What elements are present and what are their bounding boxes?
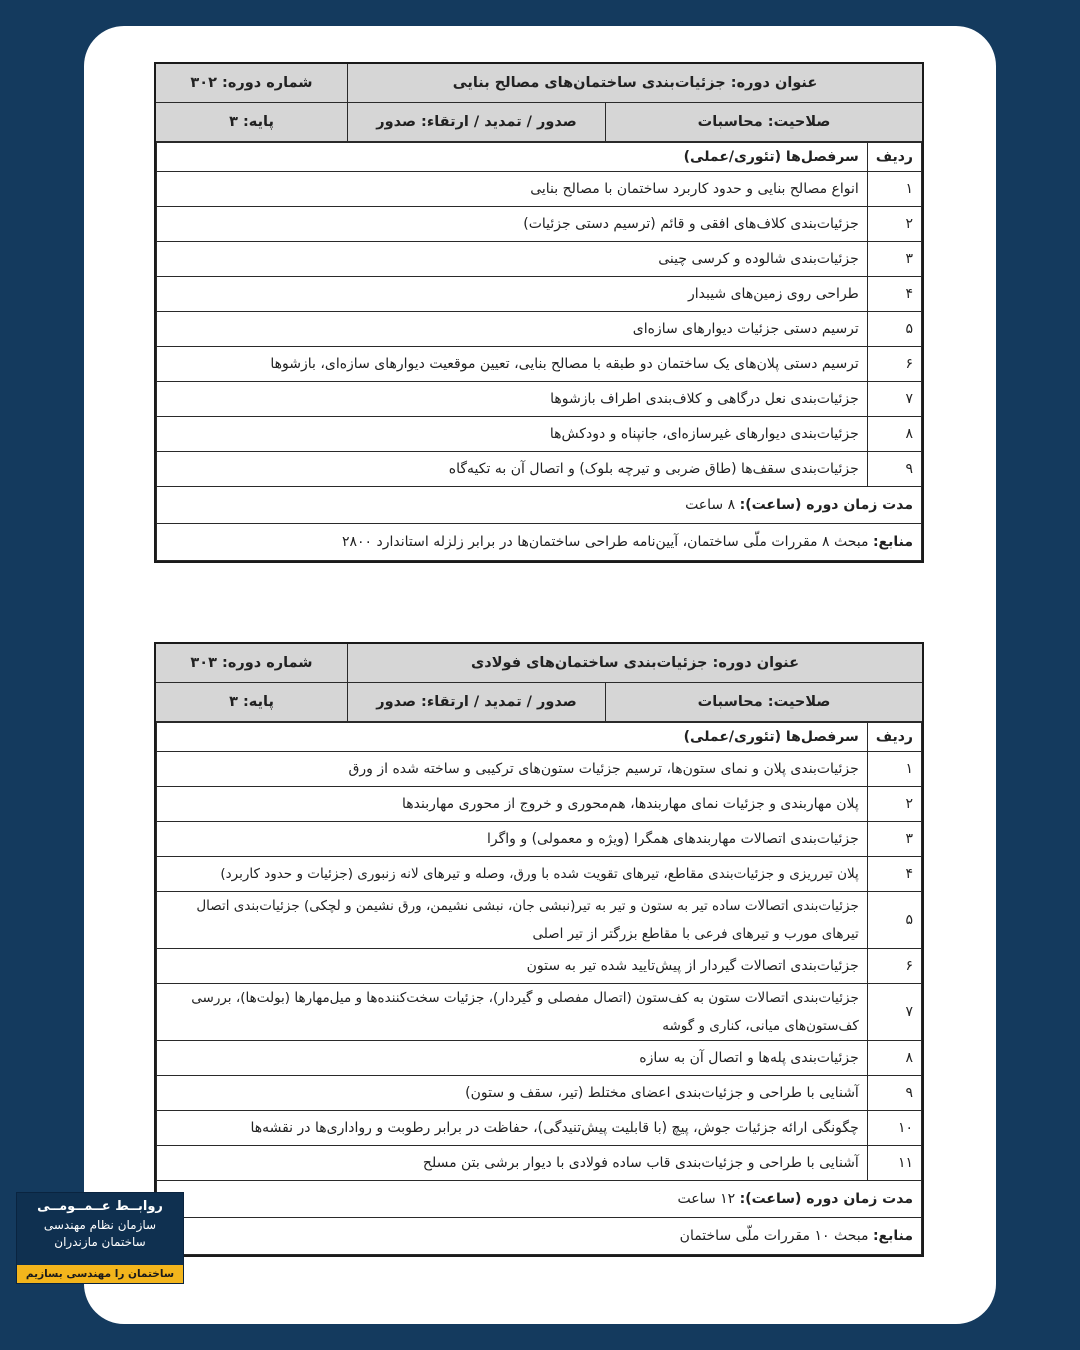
logo-line-1: روابــط عــمــومــی: [37, 1199, 163, 1214]
duration-value: ۸ ساعت: [685, 497, 736, 513]
sources-label: منابع:: [872, 1228, 913, 1244]
column-header-row: [157, 143, 922, 172]
row-text: جزئیات‌بندی دیوارهای غیرسازه‌ای، جانپناه و دودکش‌ها: [157, 417, 868, 452]
row-text: جزئیات‌بندی اتصالات ساده تیر به ستون و تیر به تیر(نبشی جان، نبشی نشیمن، ورق نشیمن و لچکی) جزئیات‌بندی اتصال تیرهای مورب و تیرهای فرعی با مقاطع بزرگتر از تیر اصلی: [157, 892, 868, 949]
sources-value: مبحث ۱۰ مقررات ملّی ساختمان: [679, 1228, 869, 1244]
row-number: ۸: [867, 417, 921, 452]
sources-label: منابع:: [872, 534, 913, 550]
course-table: [154, 642, 924, 1257]
row-text: جزئیات‌بندی اتصالات گیردار از پیش‌تایید شده تیر به ستون: [157, 949, 868, 984]
duration-value: ۱۲ ساعت: [677, 1191, 736, 1207]
course-number-cell: [155, 643, 348, 683]
level-value: ۳: [229, 114, 238, 130]
issue-cell: [348, 683, 606, 722]
sources-value: مبحث ۸ مقررات ملّی ساختمان، آیین‌نامه طراحی ساختمان‌ها در برابر زلزله استاندارد ۲۸۰۰: [342, 534, 869, 550]
row-number: ۱۰: [867, 1111, 921, 1146]
row-number: ۳: [867, 242, 921, 277]
level-label: پایه:: [242, 114, 274, 130]
header-row: [155, 643, 923, 683]
competence-cell: [606, 683, 924, 722]
row-text: طراحی روی زمین‌های شیبدار: [157, 277, 868, 312]
table-row: [157, 172, 922, 207]
header-row: [155, 683, 923, 722]
row-number: ۹: [867, 1076, 921, 1111]
table-row: [157, 277, 922, 312]
col-topics-header: سرفصل‌ها (تئوری/عملی): [157, 723, 868, 752]
col-row-header: ردیف: [867, 723, 921, 752]
table-row: [157, 857, 922, 892]
row-text: چگونگی ارائه جزئیات جوش، پیچ (با قابلیت پیش‌تنیدگی)، حفاظت در برابر رطوبت و رواداری‌ها در نقشه‌ها: [157, 1111, 868, 1146]
row-text: پلان مهاربندی و جزئیات نمای مهاربندها، هم‌محوری و خروج از محوری مهاربندها: [157, 787, 868, 822]
table-row: [157, 787, 922, 822]
course-title-cell: [348, 643, 924, 683]
row-text: جزئیات‌بندی پلان و نمای ستون‌ها، ترسیم جزئیات ستون‌های ترکیبی و ساخته شده از ورق: [157, 752, 868, 787]
table-row: [157, 1076, 922, 1111]
table-row: [157, 242, 922, 277]
level-label: پایه:: [242, 694, 274, 710]
course-title-cell: [348, 63, 924, 103]
row-text: جزئیات‌بندی اتصالات ستون به کف‌ستون (اتصال مفصلی و گیردار)، جزئیات سخت‌کننده‌ها و میل‌مهارها (بولت‌ها)، بررسی کف‌ستون‌های میانی، کناری و گوشه: [157, 984, 868, 1041]
header-row: [155, 103, 923, 142]
duration-label: مدت زمان دوره (ساعت):: [739, 497, 913, 513]
row-text: آشنایی با طراحی و جزئیات‌بندی اعضای مختلط (تیر، سقف و ستون): [157, 1076, 868, 1111]
row-number: ۶: [867, 949, 921, 984]
table-row: [157, 417, 922, 452]
row-text: آشنایی با طراحی و جزئیات‌بندی قاب ساده فولادی با دیوار برشی بتن مسلح: [157, 1146, 868, 1181]
table-row: [157, 822, 922, 857]
row-number: ۳: [867, 822, 921, 857]
course-number-label: شماره دوره:: [222, 75, 313, 91]
row-text: انواع مصالح بنایی و حدود کاربرد ساختمان با مصالح بنایی: [157, 172, 868, 207]
row-number: ۵: [867, 312, 921, 347]
row-number: ۷: [867, 382, 921, 417]
issue-label: صدور / تمدید / ارتقاء:: [421, 114, 577, 130]
level-cell: [155, 683, 348, 722]
sources-row: [157, 524, 922, 561]
row-text: جزئیات‌بندی کلاف‌های افقی و قائم (ترسیم دستی جزئیات): [157, 207, 868, 242]
table-row: [157, 347, 922, 382]
logo-slogan: ساختمان را مهندسی بسازیم: [17, 1265, 183, 1283]
column-header-row: [157, 723, 922, 752]
level-value: ۳: [229, 694, 238, 710]
competence-label: صلاحیت:: [767, 114, 831, 130]
level-cell: [155, 103, 348, 142]
row-number: ۱: [867, 172, 921, 207]
competence-value: محاسبات: [697, 114, 763, 130]
row-number: ۶: [867, 347, 921, 382]
table-row: [157, 207, 922, 242]
course-title: جزئیات‌بندی ساختمان‌های فولادی: [470, 655, 708, 671]
duration-label: مدت زمان دوره (ساعت):: [739, 1191, 913, 1207]
row-text: ترسیم دستی جزئیات دیوارهای سازه‌ای: [157, 312, 868, 347]
competence-cell: [606, 103, 924, 142]
logo-line-3: ساختمان مازندران: [54, 1235, 146, 1249]
row-number: ۷: [867, 984, 921, 1041]
row-number: ۵: [867, 892, 921, 949]
issue-value: صدور: [376, 694, 416, 710]
competence-value: محاسبات: [697, 694, 763, 710]
duration-cell: [157, 487, 922, 524]
topics-table: [156, 142, 922, 561]
logo-line-2: سازمان نظام مهندسی: [43, 1218, 157, 1232]
issue-value: صدور: [376, 114, 416, 130]
row-text: جزئیات‌بندی پله‌ها و اتصال آن به سازه: [157, 1041, 868, 1076]
col-topics-header: سرفصل‌ها (تئوری/عملی): [157, 143, 868, 172]
topics-table: [156, 722, 922, 1255]
row-number: ۲: [867, 207, 921, 242]
row-text: جزئیات‌بندی سقف‌ها (طاق ضربی و تیرچه بلوک) و اتصال آن به تکیه‌گاه: [157, 452, 868, 487]
table-row: [157, 752, 922, 787]
table-row: [157, 892, 922, 949]
table-row: [157, 312, 922, 347]
course-title-label: عنوان دوره:: [712, 655, 800, 671]
table-row: [157, 1041, 922, 1076]
row-number: ۲: [867, 787, 921, 822]
competence-label: صلاحیت:: [767, 694, 831, 710]
row-text: جزئیات‌بندی اتصالات مهاربندهای همگرا (ویژه و معمولی) و واگرا: [157, 822, 868, 857]
row-text: ترسیم دستی پلان‌های یک ساختمان دو طبقه با مصالح بنایی، تعیین موقعیت دیوارهای سازه‌ای، بازشوها: [157, 347, 868, 382]
issue-label: صدور / تمدید / ارتقاء:: [421, 694, 577, 710]
table-row: [157, 382, 922, 417]
course-number-cell: [155, 63, 348, 103]
sources-cell: [157, 524, 922, 561]
course-number-label: شماره دوره:: [222, 655, 313, 671]
row-text: جزئیات‌بندی شالوده و کرسی چینی: [157, 242, 868, 277]
row-number: ۴: [867, 277, 921, 312]
row-number: ۴: [867, 857, 921, 892]
course-table: [154, 62, 924, 563]
row-text: جزئیات‌بندی نعل درگاهی و کلاف‌بندی اطراف بازشوها: [157, 382, 868, 417]
duration-row: [157, 487, 922, 524]
row-number: ۱۱: [867, 1146, 921, 1181]
header-row: [155, 63, 923, 103]
table-row: [157, 452, 922, 487]
organization-logo: [16, 1192, 184, 1284]
row-number: ۱: [867, 752, 921, 787]
row-number: ۹: [867, 452, 921, 487]
col-row-header: ردیف: [867, 143, 921, 172]
table-row: [157, 949, 922, 984]
course-title: جزئیات‌بندی ساختمان‌های مصالح بنایی: [452, 75, 726, 91]
course-number: ۳۰۲: [190, 75, 217, 91]
sources-cell: [157, 1218, 922, 1255]
table-row: [157, 1146, 922, 1181]
duration-cell: [157, 1181, 922, 1218]
issue-cell: [348, 103, 606, 142]
table-row: [157, 984, 922, 1041]
course-title-label: عنوان دوره:: [730, 75, 818, 91]
sources-row: [157, 1218, 922, 1255]
row-number: ۸: [867, 1041, 921, 1076]
course-number: ۳۰۳: [190, 655, 217, 671]
duration-row: [157, 1181, 922, 1218]
table-row: [157, 1111, 922, 1146]
row-text: پلان تیرریزی و جزئیات‌بندی مقاطع، تیرهای تقویت شده با ورق، وصله و تیرهای لانه زنبوری (جزئیات و حدود کاربرد): [157, 857, 868, 892]
